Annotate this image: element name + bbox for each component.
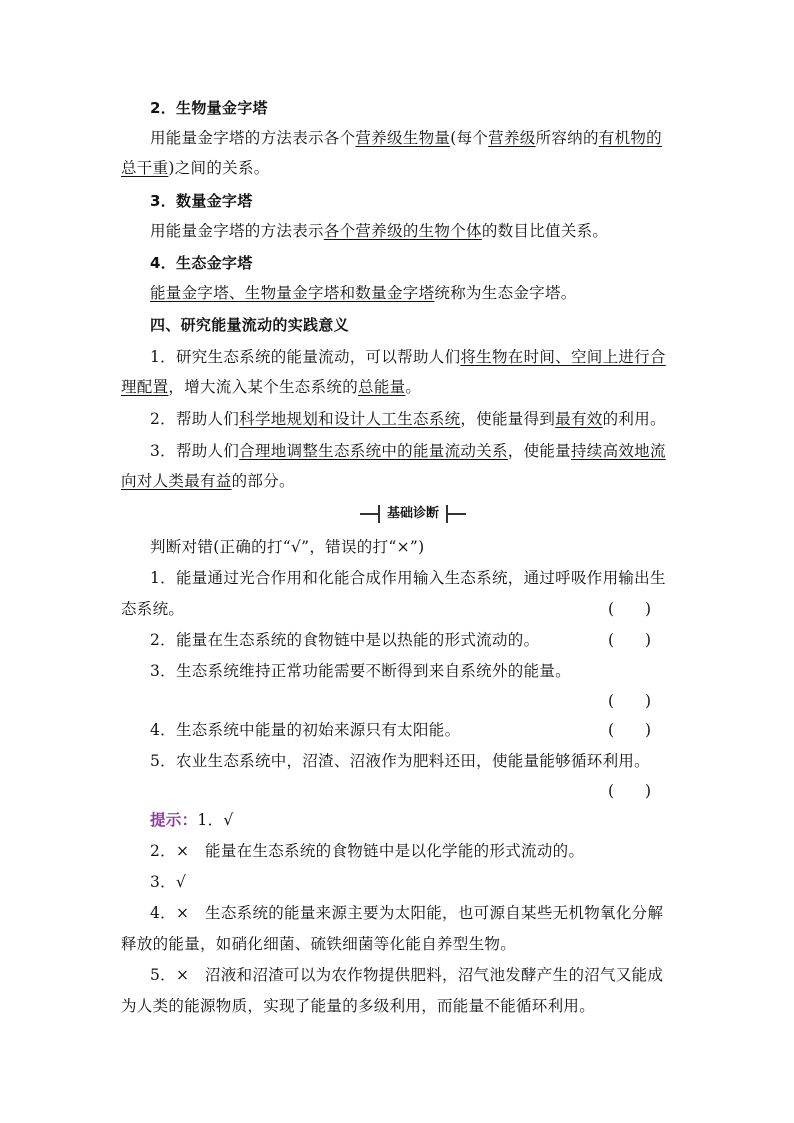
answer-4-line1: 4．× 生态系统的能量来源主要为太阳能，也可源自某些无机物氧化分解 <box>150 904 664 922</box>
paragraph-significance-3-line1: 3．帮助人们合理地调整生态系统中的能量流动关系，使能量持续高效地流 <box>150 442 666 460</box>
basic-diagnosis-banner <box>360 505 466 523</box>
answer-4-line2: 释放的能量，如硝化细菌、硫铁细菌等化能自养型生物。 <box>121 935 517 953</box>
heading-number-pyramid: 3．数量金字塔 <box>150 192 253 210</box>
question-3: 3．生态系统维持正常功能需要不断得到来自系统外的能量。 <box>150 662 571 680</box>
paragraph-significance-2: 2．帮助人们科学地规划和设计人工生态系统，使能量得到最有效的利用。 <box>150 410 666 428</box>
heading-ecological-pyramid: 4．生态金字塔 <box>150 254 253 272</box>
question-4-answer-blank: ( ) <box>608 721 652 739</box>
paragraph-biomass-line2: 总干重)之间的关系。 <box>121 159 270 177</box>
hint-label: 提示： <box>150 811 198 829</box>
banner-right-rule <box>448 513 466 515</box>
question-2: 2．能量在生态系统的食物链中是以热能的形式流动的。 <box>150 631 540 649</box>
paragraph-significance-3-line2: 向对人类最有益的部分。 <box>121 472 295 490</box>
banner-left-rule <box>360 513 378 515</box>
heading-practical-significance: 四、研究能量流动的实践意义 <box>150 316 349 334</box>
question-1-answer-blank: ( ) <box>608 600 652 618</box>
question-4: 4．生态系统中能量的初始来源只有太阳能。 <box>150 721 461 739</box>
banner-label: 基础诊断 <box>378 505 448 523</box>
question-5-answer-blank: ( ) <box>608 782 652 800</box>
answer-1: 提示：1．√ <box>150 811 234 829</box>
paragraph-ecological-pyramid: 能量金字塔、生物量金字塔和数量金字塔统称为生态金字塔。 <box>150 284 577 302</box>
paragraph-number-pyramid: 用能量金字塔的方法表示各个营养级的生物个体的数目比值关系。 <box>150 222 609 240</box>
paragraph-significance-1-line1: 1．研究生态系统的能量流动，可以帮助人们将生物在时间、空间上进行合 <box>150 348 666 366</box>
answer-3: 3．√ <box>150 873 187 891</box>
answer-5-line2: 为人类的能源物质，实现了能量的多级利用，而能量不能循环利用。 <box>121 997 596 1015</box>
paragraph-significance-1-line2: 理配置，增大流入某个生态系统的总能量。 <box>121 378 422 396</box>
question-5: 5．农业生态系统中，沼渣、沼液作为肥料还田，使能量能够循环利用。 <box>150 752 650 770</box>
question-3-answer-blank: ( ) <box>608 692 652 710</box>
diagnosis-instructions: 判断对错(正确的打“√”，错误的打“×”) <box>150 538 425 556</box>
question-1-line1: 1．能量通过光合作用和化能合成作用输入生态系统，通过呼吸作用输出生 <box>150 569 666 587</box>
answer-5-line1: 5．× 沼液和沼渣可以为农作物提供肥料，沼气池发酵产生的沼气又能成 <box>150 966 664 984</box>
question-2-answer-blank: ( ) <box>608 631 652 649</box>
heading-biomass-pyramid: 2．生物量金字塔 <box>150 99 268 117</box>
question-1-line2: 态系统。 <box>121 600 185 618</box>
paragraph-biomass-line1: 用能量金字塔的方法表示各个营养级生物量(每个营养级所容纳的有机物的 <box>150 129 662 147</box>
answer-2: 2．× 能量在生态系统的食物链中是以化学能的形式流动的。 <box>150 842 585 860</box>
